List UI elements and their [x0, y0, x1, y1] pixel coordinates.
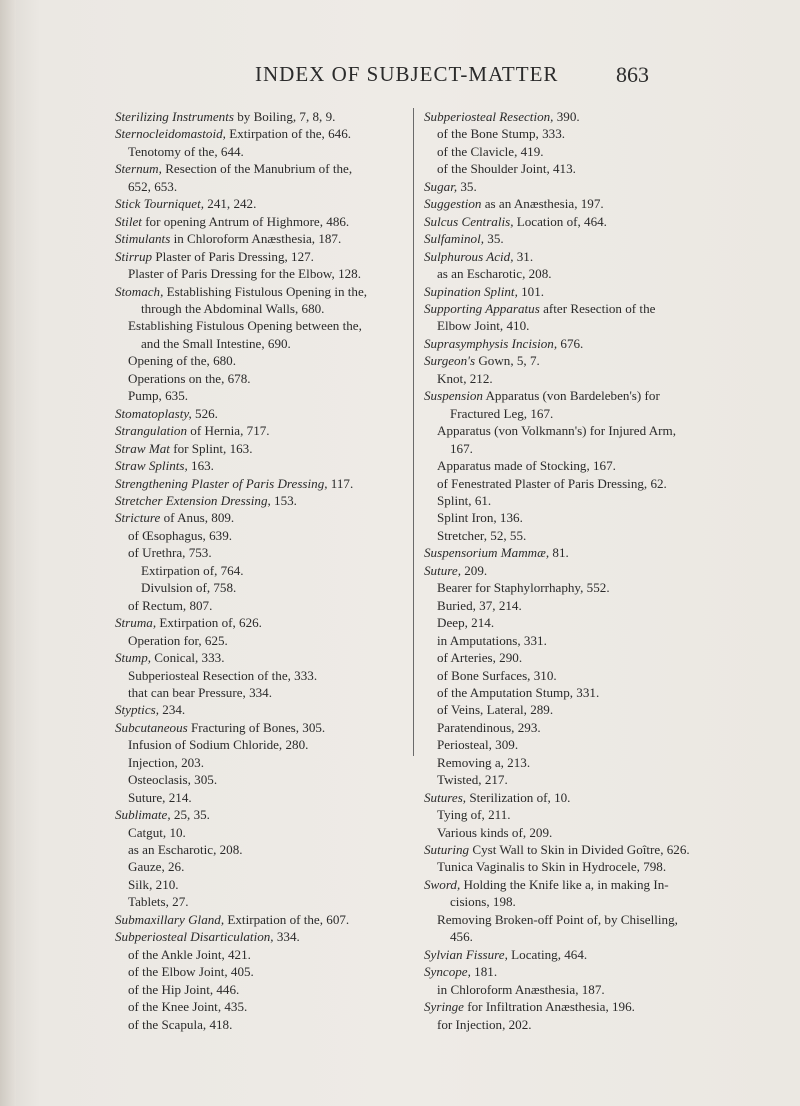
index-entry: [424, 125, 690, 142]
index-entry: [115, 789, 405, 806]
index-entry: [115, 632, 405, 649]
index-locator: of Bone Surfaces, 310.: [437, 667, 557, 683]
index-term: Strangulation: [115, 423, 188, 439]
index-entry: [424, 1016, 690, 1033]
index-entry: [115, 858, 405, 875]
index-entry: [424, 195, 690, 212]
index-locator: that can bear Pressure, 334.: [128, 684, 272, 700]
index-locator: Apparatus (von Bardeleben's) for: [482, 388, 660, 404]
index-entry: [115, 893, 405, 910]
index-locator: Apparatus made of Stocking, 167.: [437, 458, 616, 474]
page-title: INDEX OF SUBJECT-MATTER: [255, 62, 559, 86]
index-locator: of the Ankle Joint, 421.: [128, 946, 251, 962]
index-entry: [424, 160, 690, 177]
index-locator: Bearer for Staphylorrhaphy, 552.: [437, 580, 610, 596]
index-term: Straw Mat: [115, 440, 170, 456]
index-term: Stricture: [115, 510, 161, 526]
index-locator: 676.: [557, 335, 584, 351]
index-entry: [115, 684, 405, 701]
index-term: Supporting Apparatus: [424, 300, 540, 316]
index-entry: [424, 893, 690, 910]
index-locator: Operations on the, 678.: [128, 370, 251, 386]
column-divider: [413, 108, 414, 756]
index-entry: [424, 579, 690, 596]
index-locator: in Chloroform Anæsthesia, 187.: [437, 981, 605, 997]
index-entry: [424, 684, 690, 701]
index-entry: [115, 614, 405, 631]
index-locator: of Œsophagus, 639.: [128, 527, 233, 543]
index-entry: [424, 457, 690, 474]
index-locator: Subperiosteal Resection of the, 333.: [128, 667, 318, 683]
index-locator: 456.: [450, 929, 473, 945]
index-term: Sword,: [424, 876, 461, 892]
index-locator: Tunica Vaginalis to Skin in Hydrocele, 798.: [437, 859, 667, 875]
index-entry: [115, 352, 405, 369]
index-locator: in Amputations, 331.: [437, 632, 547, 648]
index-entry: [424, 981, 690, 998]
index-entry: [424, 754, 690, 771]
index-entry: [424, 300, 690, 317]
index-entry: [115, 928, 405, 945]
index-entry: [424, 143, 690, 160]
index-locator: Location of, 464.: [513, 213, 607, 229]
index-locator: 153.: [270, 492, 297, 508]
index-locator: of Rectum, 807.: [128, 597, 213, 613]
index-locator: 390.: [553, 109, 580, 124]
index-locator: Plaster of Paris Dressing, 127.: [152, 248, 314, 264]
index-entry: [115, 160, 405, 177]
index-entry: [115, 876, 405, 893]
index-entry: [424, 771, 690, 788]
index-locator: Splint Iron, 136.: [437, 510, 523, 526]
index-locator: Holding the Knife like a, in making In-: [460, 876, 669, 892]
index-locator: Apparatus (von Volkmann's) for Injured Arm,: [437, 423, 676, 439]
index-locator: 334.: [273, 929, 300, 945]
index-term: Subcutaneous: [115, 719, 188, 735]
index-term: Sylvian Fissure,: [424, 946, 508, 962]
index-term: Straw Splints,: [115, 458, 188, 474]
index-locator: Extirpation of the, 607.: [224, 911, 350, 927]
page-header: [0, 62, 800, 92]
index-locator: and the Small Intestine, 690.: [141, 335, 291, 351]
index-locator: of the Bone Stump, 333.: [437, 126, 566, 142]
index-locator: 101.: [517, 283, 545, 299]
index-term: Subperiosteal Disarticulation,: [115, 929, 274, 945]
index-locator: Splint, 61.: [437, 492, 492, 508]
index-entry: [424, 335, 690, 352]
index-term: Stretcher Extension Dressing,: [115, 492, 271, 508]
index-locator: Sterilization of, 10.: [466, 789, 571, 805]
index-entry: [115, 492, 405, 509]
index-locator: of the Shoulder Joint, 413.: [437, 161, 576, 177]
index-locator: Periosteal, 309.: [437, 737, 519, 753]
index-entry: [424, 806, 690, 823]
index-locator: Various kinds of, 209.: [437, 824, 553, 840]
index-entry: [424, 667, 690, 684]
index-locator: Gauze, 26.: [128, 859, 185, 875]
index-locator: 241, 242.: [204, 196, 257, 212]
index-entry: [424, 649, 690, 666]
index-entry: [115, 283, 405, 300]
index-entry: [424, 632, 690, 649]
index-term: Submaxillary Gland,: [115, 911, 225, 927]
index-locator: Extirpation of, 764.: [141, 562, 244, 578]
index-term: Suspension: [424, 388, 483, 404]
index-locator: Establishing Fistulous Opening in the,: [163, 283, 368, 299]
index-locator: 25, 35.: [170, 807, 210, 823]
index-term: Suspensorium Mammæ,: [424, 545, 550, 561]
index-entry: [424, 352, 690, 369]
index-locator: Injection, 203.: [128, 754, 204, 770]
index-term: Styptics,: [115, 702, 159, 718]
index-entry: [115, 317, 405, 334]
index-entry: [115, 946, 405, 963]
index-term: Syringe: [424, 999, 464, 1015]
index-term: Strengthening Plaster of Paris Dressing,: [115, 475, 328, 491]
index-entry: [115, 771, 405, 788]
index-locator: Deep, 214.: [437, 615, 495, 631]
index-locator: of Anus, 809.: [160, 510, 235, 526]
index-entry: [424, 475, 690, 492]
index-term: Surgeon's: [424, 353, 476, 369]
index-entry: [115, 230, 405, 247]
index-locator: for Splint, 163.: [169, 440, 253, 456]
index-locator: Conical, 333.: [151, 650, 225, 666]
index-entry: [424, 614, 690, 631]
index-entry: [424, 841, 690, 858]
index-locator: of the Clavicle, 419.: [437, 143, 544, 159]
index-locator: of Fenestrated Plaster of Paris Dressing, 62.: [437, 475, 667, 491]
index-entry: [115, 248, 405, 265]
index-locator: Twisted, 217.: [437, 772, 508, 788]
index-entry: [424, 701, 690, 718]
index-locator: Fractured Leg, 167.: [450, 405, 554, 421]
index-entry: [115, 213, 405, 230]
index-locator: 209.: [460, 562, 488, 578]
index-entry: [115, 387, 405, 404]
index-locator: 181.: [470, 964, 498, 980]
index-locator: 234.: [159, 702, 186, 718]
index-locator: for Injection, 202.: [437, 1016, 532, 1032]
index-entry: [115, 457, 405, 474]
index-locator: Extirpation of the, 646.: [225, 126, 352, 142]
index-term: Stomatoplasty,: [115, 405, 192, 421]
index-entry: [115, 195, 405, 212]
index-term: Sulcus Centralis,: [424, 213, 514, 229]
index-entry: [424, 440, 690, 457]
index-locator: Tying of, 211.: [437, 807, 511, 823]
index-entry: [115, 370, 405, 387]
index-entry: [115, 562, 405, 579]
index-entry: [115, 300, 405, 317]
index-locator: Osteoclasis, 305.: [128, 772, 218, 788]
index-entry: [424, 178, 690, 195]
index-locator: 526.: [191, 405, 218, 421]
index-locator: as an Anæsthesia, 197.: [481, 196, 604, 212]
index-entry: [424, 283, 690, 300]
index-locator: for opening Antrum of Highmore, 486.: [141, 213, 350, 229]
index-entry: [115, 998, 405, 1015]
index-locator: Infusion of Sodium Chloride, 280.: [128, 737, 309, 753]
index-entry: [424, 248, 690, 265]
index-entry: [424, 108, 690, 125]
index-entry: [424, 998, 690, 1015]
index-term: Stirrup: [115, 248, 153, 264]
index-locator: after Resection of the: [539, 300, 656, 316]
index-locator: in Chloroform Anæsthesia, 187.: [170, 231, 342, 247]
index-locator: 31.: [513, 248, 534, 264]
index-entry: [115, 911, 405, 928]
index-entry: [115, 143, 405, 160]
index-entry: [424, 736, 690, 753]
index-entry: [424, 928, 690, 945]
index-term: Syncope,: [424, 964, 471, 980]
page-binding-edge: [0, 0, 16, 1106]
index-term: Stick Tourniquet,: [115, 196, 204, 212]
index-locator: Silk, 210.: [128, 876, 179, 892]
index-locator: of Arteries, 290.: [437, 650, 523, 666]
index-entry: [115, 405, 405, 422]
index-locator: of the Scapula, 418.: [128, 1016, 233, 1032]
index-entry: [115, 527, 405, 544]
index-entry: [424, 509, 690, 526]
index-locator: of the Hip Joint, 446.: [128, 981, 240, 997]
index-locator: Suture, 214.: [128, 789, 192, 805]
index-entry: [424, 265, 690, 282]
index-entry: [424, 858, 690, 875]
index-term: Stilet: [115, 213, 142, 229]
index-locator: Establishing Fistulous Opening between the,: [128, 318, 362, 334]
index-column-right: [424, 108, 690, 1033]
index-entry: [115, 597, 405, 614]
index-entry: [115, 108, 405, 125]
index-locator: 35.: [484, 231, 504, 247]
index-entry: [115, 335, 405, 352]
index-locator: as an Escharotic, 208.: [437, 266, 552, 282]
index-entry: [424, 230, 690, 247]
index-locator: of Veins, Lateral, 289.: [437, 702, 554, 718]
index-entry: [424, 405, 690, 422]
index-entry: [115, 824, 405, 841]
index-term: Sugar,: [424, 178, 458, 194]
index-term: Supination Splint,: [424, 283, 518, 299]
index-locator: Tablets, 27.: [128, 894, 189, 910]
index-locator: 167.: [450, 440, 473, 456]
index-entry: [424, 317, 690, 334]
index-entry: [424, 824, 690, 841]
index-term: Stimulants: [115, 231, 171, 247]
index-term: Struma,: [115, 615, 157, 631]
index-locator: of Hernia, 717.: [187, 423, 270, 439]
index-entry: [424, 789, 690, 806]
index-term: Sublimate,: [115, 807, 171, 823]
index-locator: Plaster of Paris Dressing for the Elbow, 128.: [128, 266, 361, 282]
index-locator: Elbow Joint, 410.: [437, 318, 530, 334]
index-locator: Removing Broken-off Point of, by Chiselling,: [437, 911, 678, 927]
index-entry: [115, 1016, 405, 1033]
index-entry: [424, 597, 690, 614]
index-locator: Gown, 5, 7.: [475, 353, 540, 369]
index-entry: [424, 527, 690, 544]
index-entry: [115, 440, 405, 457]
index-column-left: [115, 108, 405, 1033]
page-number: 863: [616, 62, 649, 87]
index-entry: [424, 544, 690, 561]
index-entry: [424, 719, 690, 736]
index-entry: [424, 213, 690, 230]
index-term: Sulphurous Acid,: [424, 248, 514, 264]
index-entry: [115, 719, 405, 736]
index-entry: [424, 876, 690, 893]
index-locator: of the Knee Joint, 435.: [128, 999, 248, 1015]
index-term: Subperiosteal Resection,: [424, 109, 554, 124]
index-entry: [115, 981, 405, 998]
index-term: Suprasymphysis Incision,: [424, 335, 558, 351]
index-entry: [424, 562, 690, 579]
index-locator: 35.: [457, 178, 477, 194]
index-entry: [424, 963, 690, 980]
index-locator: Knot, 212.: [437, 370, 493, 386]
index-entry: [115, 736, 405, 753]
index-locator: through the Abdominal Walls, 680.: [141, 300, 325, 316]
index-term: Suture,: [424, 562, 461, 578]
index-locator: by Boiling, 7, 8, 9.: [233, 109, 336, 124]
index-locator: Pump, 635.: [128, 388, 189, 404]
index-locator: of the Elbow Joint, 405.: [128, 964, 254, 980]
index-entry: [115, 422, 405, 439]
index-locator: 81.: [549, 545, 569, 561]
index-locator: cisions, 198.: [450, 894, 516, 910]
index-locator: Fracturing of Bones, 305.: [187, 719, 326, 735]
index-entry: [424, 370, 690, 387]
index-entry: [424, 422, 690, 439]
index-term: Sulfaminol,: [424, 231, 485, 247]
index-entry: [115, 754, 405, 771]
index-locator: of the Amputation Stump, 331.: [437, 684, 600, 700]
index-locator: Operation for, 625.: [128, 632, 228, 648]
index-entry: [424, 946, 690, 963]
index-entry: [424, 911, 690, 928]
index-entry: [115, 579, 405, 596]
index-entry: [115, 649, 405, 666]
index-locator: Catgut, 10.: [128, 824, 186, 840]
index-term: Stomach,: [115, 283, 164, 299]
index-term: Sternum,: [115, 161, 162, 177]
index-term: Suturing: [424, 842, 470, 858]
index-entry: [115, 509, 405, 526]
index-locator: Buried, 37, 214.: [437, 597, 522, 613]
index-entry: [424, 387, 690, 404]
index-term: Sutures,: [424, 789, 467, 805]
index-entry: [115, 841, 405, 858]
index-entry: [115, 265, 405, 282]
index-term: Sterilizing Instruments: [115, 109, 234, 124]
index-entry: [115, 475, 405, 492]
index-locator: of Urethra, 753.: [128, 545, 212, 561]
index-entry: [115, 125, 405, 142]
index-term: Stump,: [115, 650, 152, 666]
index-entry: [115, 701, 405, 718]
index-locator: for Infiltration Anæsthesia, 196.: [464, 999, 635, 1015]
index-locator: Opening of the, 680.: [128, 353, 237, 369]
index-locator: Extirpation of, 626.: [156, 615, 262, 631]
index-locator: Divulsion of, 758.: [141, 580, 237, 596]
index-entry: [115, 667, 405, 684]
index-locator: Cyst Wall to Skin in Divided Goître, 626.: [469, 842, 690, 858]
index-term: Sternocleidomastoid,: [115, 126, 226, 142]
index-locator: as an Escharotic, 208.: [128, 842, 243, 858]
index-locator: Removing a, 213.: [437, 754, 531, 770]
index-term: Suggestion: [424, 196, 482, 212]
index-entry: [424, 492, 690, 509]
index-locator: 163.: [187, 458, 214, 474]
index-locator: Paratendinous, 293.: [437, 719, 541, 735]
index-locator: 652, 653.: [128, 178, 178, 194]
index-entry: [115, 806, 405, 823]
index-locator: Resection of the Manubrium of the,: [161, 161, 353, 177]
index-locator: 117.: [327, 475, 354, 491]
index-locator: Locating, 464.: [507, 946, 588, 962]
index-entry: [115, 178, 405, 195]
index-entry: [115, 963, 405, 980]
index-entry: [115, 544, 405, 561]
index-locator: Stretcher, 52, 55.: [437, 527, 527, 543]
index-locator: Tenotomy of the, 644.: [128, 143, 244, 159]
